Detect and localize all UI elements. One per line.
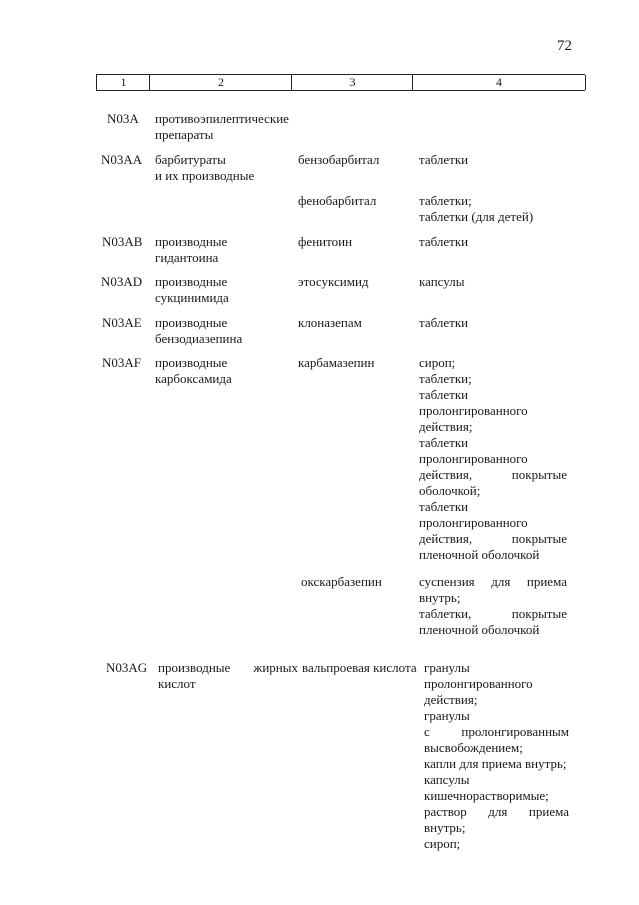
drug-name: фенобарбитал — [298, 193, 377, 208]
group-line: кислот — [158, 676, 196, 691]
dosage-form: пролонгированного — [419, 403, 528, 418]
group-line: производные — [155, 355, 228, 370]
group-line: сукцинимида — [155, 290, 229, 305]
dosage-form: пленочной оболочкой — [419, 547, 540, 562]
dosage-form: пролонгированного — [419, 451, 528, 466]
drug-name: карбамазепин — [298, 355, 375, 370]
drug-name: этосуксимид — [298, 274, 369, 289]
dosage-form: кишечнорастворимые; — [424, 788, 549, 803]
dosage-form: действия, покрытые — [419, 531, 567, 546]
dosage-form: капсулы — [424, 772, 470, 787]
group-line: гидантоина — [155, 250, 219, 265]
atc-code: N03AB — [102, 234, 143, 249]
dosage-form: гранулы — [424, 708, 470, 723]
dosage-form: пролонгированного — [424, 676, 533, 691]
dosage-form: таблетки — [419, 435, 469, 450]
page-number: 72 — [557, 38, 572, 54]
dosage-form: внутрь; — [424, 820, 466, 835]
header-col-4: 4 — [412, 75, 586, 90]
dosage-forms — [419, 355, 567, 563]
group-line: препараты — [155, 127, 214, 142]
dosage-forms — [424, 660, 569, 852]
drug-name: вальпроевая кислота — [302, 660, 417, 675]
dosage-form: сироп; — [424, 836, 461, 851]
dosage-form: пролонгированного — [419, 515, 528, 530]
group-line: производные жирных — [158, 660, 298, 675]
atc-code: N03AA — [101, 152, 143, 167]
dosage-form: таблетки (для детей) — [419, 209, 534, 224]
header-col-2: 2 — [149, 75, 292, 90]
dosage-form: внутрь; — [419, 590, 461, 605]
atc-code: N03A — [107, 111, 139, 126]
drug-name: бензобарбитал — [298, 152, 380, 167]
dosage-form: раствор для приема — [424, 804, 569, 819]
dosage-form: таблетки — [419, 499, 469, 514]
dosage-form: действия; — [419, 419, 473, 434]
group-line: противоэпилептические — [155, 111, 289, 126]
dosage-form: таблетки — [419, 315, 469, 330]
dosage-form: капли для приема внутрь; — [424, 756, 567, 771]
table-header — [96, 74, 585, 91]
atc-code: N03AG — [106, 660, 148, 675]
dosage-form: капсулы — [419, 274, 465, 289]
dosage-form: действия; — [424, 692, 478, 707]
dosage-form: пленочной оболочкой — [419, 622, 540, 637]
header-col-1: 1 — [96, 75, 150, 90]
dosage-form: таблетки — [419, 234, 469, 249]
group-line: производные — [155, 234, 228, 249]
dosage-form: высвобождением; — [424, 740, 523, 755]
dosage-form: таблетки; — [419, 193, 472, 208]
group-line: барбитураты — [155, 152, 226, 167]
drug-name: фенитоин — [298, 234, 353, 249]
group-line: карбоксамида — [155, 371, 232, 386]
dosage-form: таблетки — [419, 152, 469, 167]
atc-code: N03AD — [101, 274, 143, 289]
dosage-form: таблетки; — [419, 371, 472, 386]
dosage-form: с пролонгированным — [424, 724, 569, 739]
dosage-form: суспензия для приема — [419, 574, 567, 589]
atc-code: N03AF — [102, 355, 142, 370]
group-line: бензодиазепина — [155, 331, 243, 346]
dosage-form: сироп; — [419, 355, 456, 370]
header-col-3: 3 — [291, 75, 413, 90]
dosage-form: гранулы — [424, 660, 470, 675]
dosage-form: таблетки — [419, 387, 469, 402]
dosage-forms — [419, 574, 567, 638]
atc-code: N03AE — [102, 315, 142, 330]
dosage-form: оболочкой; — [419, 483, 481, 498]
group-line: и их производные — [155, 168, 255, 183]
drug-name: клоназепам — [298, 315, 362, 330]
drug-name: окскарбазепин — [301, 574, 382, 589]
dosage-form: действия, покрытые — [419, 467, 567, 482]
dosage-form: таблетки, покрытые — [419, 606, 567, 621]
group-line: производные — [155, 274, 228, 289]
group-line: производные — [155, 315, 228, 330]
